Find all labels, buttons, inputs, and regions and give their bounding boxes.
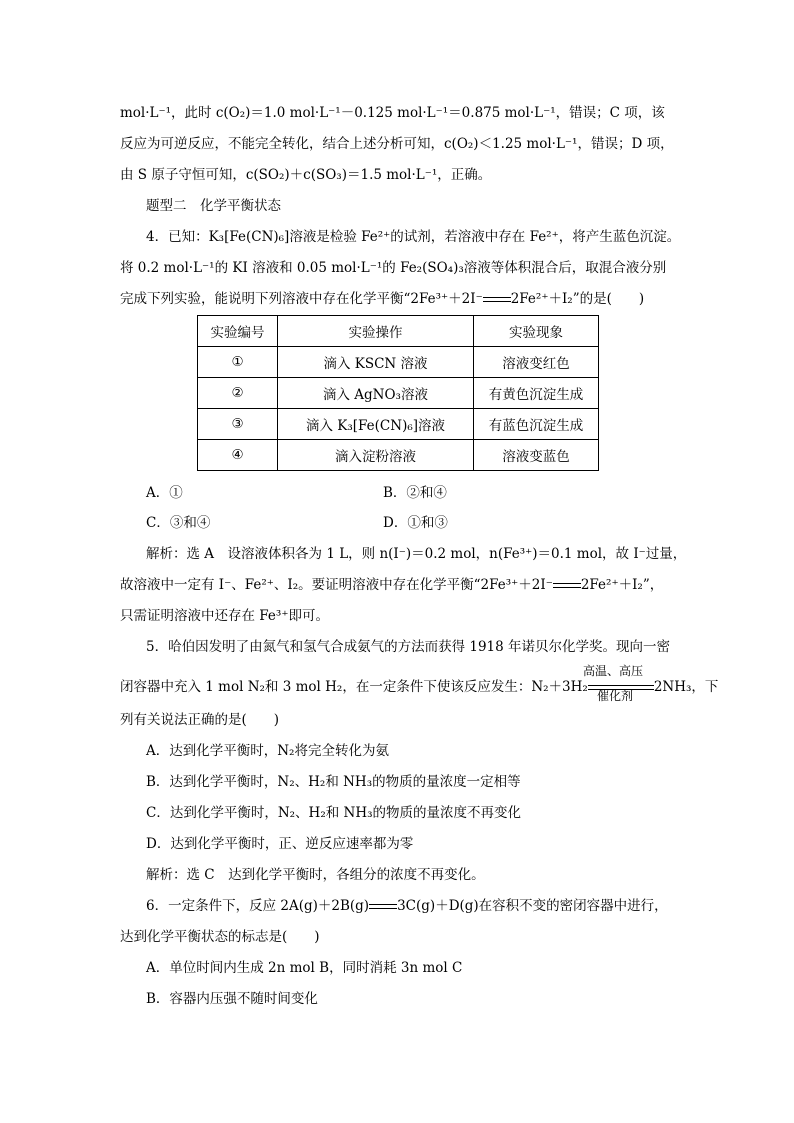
- option-d: D．①和③: [383, 515, 448, 531]
- table-row: [198, 347, 599, 378]
- equation-left: 完成下列实验，能说明下列溶液中存在化学平衡“2Fe³⁺＋2I⁻: [120, 291, 483, 307]
- equation-right: 3C(g)＋D(g)在容积不变的密闭容器中进行，: [397, 898, 668, 914]
- table-cell: 溶液变蓝色: [474, 440, 599, 471]
- question-5-line: 5．哈伯因发明了由氮气和氢气合成氨气的方法而获得 1918 年诺贝尔化学奖。现向一密: [146, 639, 671, 655]
- table-cell: ①: [198, 347, 278, 378]
- equation-right: 2Fe²⁺＋I₂”，: [580, 577, 664, 593]
- table-cell: ②: [198, 378, 278, 409]
- table-row: [198, 378, 599, 409]
- table-row: [198, 409, 599, 440]
- option-c: C．达到化学平衡时，N₂、H₂和 NH₃的物质的量浓度不再变化: [146, 805, 522, 821]
- table-cell: 有蓝色沉淀生成: [474, 409, 599, 440]
- paragraph-line: 由 S 原子守恒可知，c(SO₂)＋c(SO₃)＝1.5 mol·L⁻¹，正确。: [120, 167, 492, 183]
- equation-left: 6．一定条件下，反应 2A(g)＋2B(g): [146, 898, 370, 914]
- table-cell: 滴入 KSCN 溶液: [278, 347, 474, 378]
- option-a: A．达到化学平衡时，N₂将完全转化为氨: [146, 743, 389, 759]
- equilibrium-arrow-icon: [369, 903, 397, 911]
- paragraph-line: 反应为可逆反应，不能完全转化，结合上述分析可知，c(O₂)＜1.25 mol·L⁻¹，错误；D 项，: [120, 136, 674, 152]
- reaction-condition-bottom: 催化剂: [597, 689, 634, 703]
- table-cell: ④: [198, 440, 278, 471]
- reaction-condition-top: 高温、高压: [583, 664, 644, 678]
- table-row: [198, 440, 599, 471]
- question-4-line: 将 0.2 mol·L⁻¹的 KI 溶液和 0.05 mol·L⁻¹的 Fe₂(SO₄)₃溶液等体积混合后，取混合液分别: [120, 260, 667, 276]
- paragraph-line: mol·L⁻¹，此时 c(O₂)＝1.0 mol·L⁻¹－0.125 mol·L⁻¹＝0.875 mol·L⁻¹，错误；C 项，该: [120, 105, 665, 121]
- question-4-line: 4．已知：K₃[Fe(CN)₆]溶液是检验 Fe²⁺的试剂，若溶液中存在 Fe²⁺，将产生蓝色沉淀。: [146, 229, 681, 245]
- table-cell: 滴入 K₃[Fe(CN)₆]溶液: [278, 409, 474, 440]
- question-4-line: [120, 290, 644, 308]
- analysis-line: [120, 576, 663, 594]
- analysis-line: 解析：选 A 设溶液体积各为 1 L，则 n(I⁻)＝0.2 mol，n(Fe³⁺)＝0.1 mol，故 I⁻过量，: [146, 546, 687, 562]
- experiment-table: [197, 315, 599, 471]
- table-header: 实验操作: [278, 316, 474, 347]
- table-cell: 滴入 AgNO₃溶液: [278, 378, 474, 409]
- section-title: 题型二 化学平衡状态: [146, 198, 281, 214]
- table-cell: 溶液变红色: [474, 347, 599, 378]
- question-5-line: 列有关说法正确的是( ): [120, 712, 280, 728]
- table-header-row: [198, 316, 599, 347]
- option-a: A．①: [146, 485, 183, 501]
- question-6-line: [146, 897, 668, 915]
- table-cell: 滴入淀粉溶液: [278, 440, 474, 471]
- analysis-line: 只需证明溶液中还存在 Fe³⁺即可。: [120, 608, 329, 624]
- table-header: 实验现象: [474, 316, 599, 347]
- option-b: B．达到化学平衡时，N₂、H₂和 NH₃的物质的量浓度一定相等: [146, 774, 521, 790]
- analysis-line: 解析：选 C 达到化学平衡时，各组分的浓度不再变化。: [146, 867, 485, 883]
- equation-left: 故溶液中一定有 I⁻、Fe²⁺、I₂。要证明溶液中存在化学平衡“2Fe³⁺＋2I⁻: [120, 577, 553, 593]
- option-c: C．③和④: [146, 515, 211, 531]
- option-b: B．容器内压强不随时间变化: [146, 991, 318, 1007]
- equation-right: 2Fe²⁺＋I₂”的是( ): [510, 291, 645, 307]
- table-header: 实验编号: [198, 316, 278, 347]
- table-cell: 有黄色沉淀生成: [474, 378, 599, 409]
- table-cell: ③: [198, 409, 278, 440]
- equation-left: 闭容器中充入 1 mol N₂和 3 mol H₂，在一定条件下使该反应发生：N₂＋3H₂: [120, 679, 588, 695]
- question-6-line: 达到化学平衡状态的标志是( ): [120, 929, 320, 945]
- option-a: A．单位时间内生成 2n mol B，同时消耗 3n mol C: [146, 960, 463, 976]
- option-b: B．②和④: [383, 485, 447, 501]
- equilibrium-arrow-icon: [553, 582, 581, 590]
- option-d: D．达到化学平衡时，正、逆反应速率都为零: [146, 836, 414, 852]
- equation-right: 2NH₃，下: [653, 679, 719, 695]
- equilibrium-arrow-icon: [483, 296, 511, 304]
